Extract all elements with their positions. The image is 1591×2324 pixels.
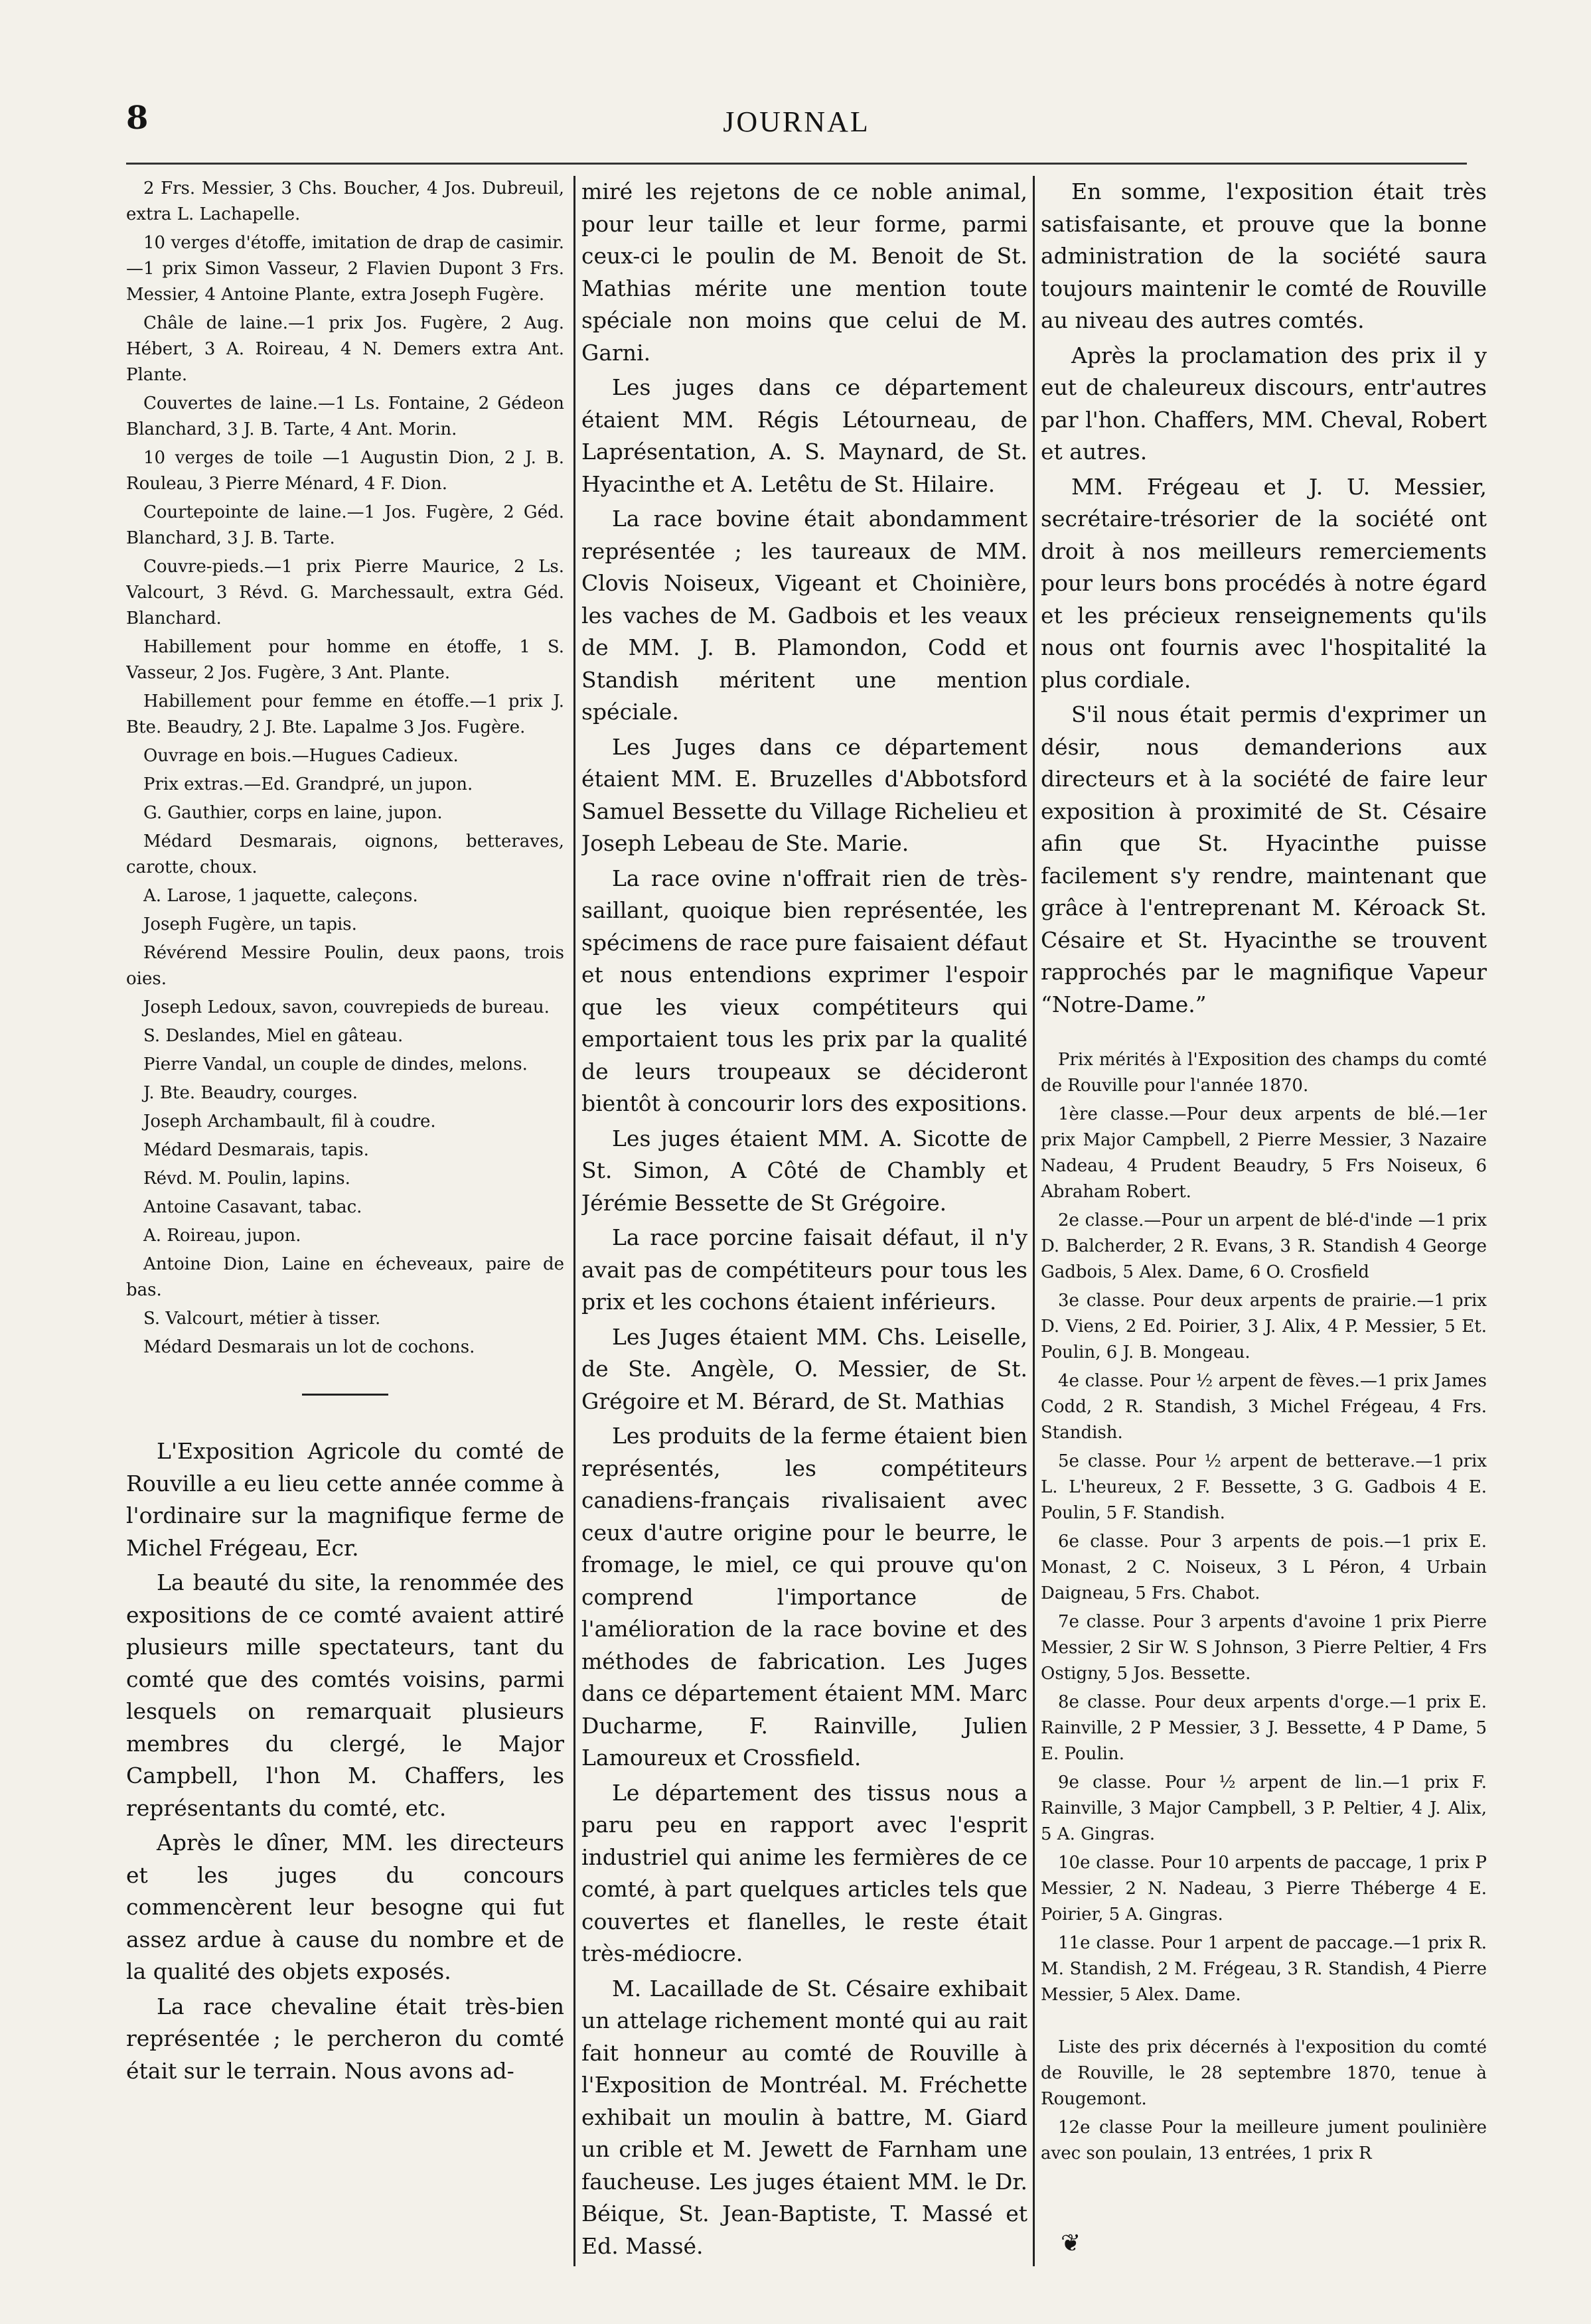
prize-line: 9e classe. Pour ½ arpent de lin.—1 prix F. Rainville, 3 Major Campbell, 3 P. Peltier, 4 J. Alix, 5 A. Gingras. xyxy=(1041,1773,1487,1844)
article-conclusion xyxy=(1041,176,1487,1021)
prize-line: Joseph Archambault, fil à coudre. xyxy=(143,1112,436,1131)
prize-line: Pierre Vandal, un couple de dindes, melons. xyxy=(143,1054,528,1074)
prize-line: S. Valcourt, métier à tisser. xyxy=(143,1309,381,1329)
prize-line: Habillement pour homme en étoffe, 1 S. Vasseur, 2 Jos. Fugère, 3 Ant. Plante. xyxy=(126,637,564,683)
prize-line: Châle de laine.—1 prix Jos. Fugère, 2 Aug. Hébert, 3 A. Roireau, 4 N. Demers extra Ant. Plante. xyxy=(126,313,564,385)
article-paragraph: Les juges dans ce département étaient MM. Régis Létourneau, de Laprésentation, A. S. Maynard, de St. Hyacinthe et A. Letêtu de St. Hilaire. xyxy=(581,374,1027,497)
prize-line: 3e classe. Pour deux arpents de prairie.—1 prix D. Viens, 2 Ed. Poirier, 3 J. Alix, 4 P. Messier, 5 Et. Poulin, 6 J. B. Mongeau. xyxy=(1041,1291,1487,1362)
article-paragraph: La race ovine n'offrait rien de très-saillant, quoique bien représentée, les spécimens de race pure faisaient défaut et nous entendions exprimer l'espoir que les vieux compétiteurs qui emportaient tous les prix par la qualité de leurs troupeaux se décideront bientôt à concourir lors des expositions. xyxy=(581,865,1027,1116)
column-left xyxy=(126,176,564,2090)
prize-line: 7e classe. Pour 3 arpents d'avoine 1 prix Pierre Messier, 2 Sir W. S Johnson, 3 Pierre Peltier, 4 Frs Ostigny, 5 Jos. Bessette. xyxy=(1041,1612,1487,1684)
prize-line: Antoine Casavant, tabac. xyxy=(143,1197,362,1217)
page-header xyxy=(126,100,1467,146)
prize-line: Médard Desmarais, oignons, betteraves, carotte, choux. xyxy=(126,832,564,877)
prize-line: Révérend Messire Poulin, deux paons, trois oies. xyxy=(126,943,564,989)
prize-line: Médard Desmarais, tapis. xyxy=(143,1140,369,1160)
prize-line: Joseph Ledoux, savon, couvrepieds de bureau. xyxy=(143,997,550,1017)
prize-line: Ouvrage en bois.—Hugues Cadieux. xyxy=(143,746,459,766)
prize-line: Médard Desmarais un lot de cochons. xyxy=(143,1337,475,1357)
prize-line: J. Bte. Beaudry, courges. xyxy=(143,1083,358,1103)
page-number: 8 xyxy=(126,100,149,137)
prize-line: 5e classe. Pour ½ arpent de betterave.—1 prix L. L'heureux, 2 F. Bessette, 3 G. Gadbois 4 E. Poulin, 5 F. Standish. xyxy=(1041,1451,1487,1523)
prize-line: Habillement pour femme en étoffe.—1 prix J. Bte. Beaudry, 2 J. Bte. Lapalme 3 Jos. Fugère. xyxy=(126,691,564,737)
prize-line: Courtepointe de laine.—1 Jos. Fugère, 2 Géd. Blanchard, 3 J. B. Tarte. xyxy=(126,502,564,548)
prize-line: 6e classe. Pour 3 arpents de pois.—1 prix E. Monast, 2 C. Noiseux, 3 L Péron, 4 Urbain Daigneau, 5 Frs. Chabot. xyxy=(1041,1532,1487,1603)
prize-line: 10 verges de toile —1 Augustin Dion, 2 J. B. Rouleau, 3 Pierre Ménard, 4 F. Dion. xyxy=(126,448,564,494)
article-paragraph: Les Juges dans ce département étaient MM. E. Bruzelles d'Abbotsford Samuel Bessette du Village Richelieu et Joseph Lebeau de Ste. Marie. xyxy=(581,733,1027,856)
article-paragraph: Les Juges étaient MM. Chs. Leiselle, de Ste. Angèle, O. Messier, de St. Grégoire et M. Bérard, de St. Mathias xyxy=(581,1323,1027,1414)
column-divider xyxy=(573,176,575,2266)
ornament-icon: ❦ xyxy=(1061,2230,1081,2257)
column-middle xyxy=(581,176,1027,2265)
article-paragraph: La beauté du site, la renommée des expositions de ce comté avaient attiré plusieurs mille spectateurs, tant du comté que des comtés voisins, parmi lesquels on remarquait plusieurs membres du clergé, le Major Campbell, l'hon M. Chaffers, les représentants du comté, etc. xyxy=(126,1569,564,1821)
prize-line: 12e classe Pour la meilleure jument poulinière avec son poulain, 13 entrées, 1 prix R xyxy=(1041,2118,1487,2163)
prize-line: 2e classe.—Pour un arpent de blé-d'inde —1 prix D. Balcherder, 2 R. Evans, 3 R. Standish 4 George Gadbois, 5 Alex. Dame, 6 O. Crosfield xyxy=(1041,1210,1487,1282)
prize-line: 10e classe. Pour 10 arpents de paccage, 1 prix P Messier, 2 N. Nadeau, 3 Pierre Théberge 4 E. Poirier, 5 A. Gingras. xyxy=(1041,1853,1487,1925)
article-paragraph: M. Lacaillade de St. Césaire exhibait un attelage richement monté qui au rait fait honneur au comté de Rouville à l'Exposition de Montréal. M. Fréchette exhibait un moulin à battre, M. Giard un crible et M. Jewett de Farnham une faucheuse. Les juges étaient MM. le Dr. Béique, St. Jean-Baptiste, T. Massé et Ed. Massé. xyxy=(581,1975,1027,2259)
article-paragraph: Les produits de la ferme étaient bien représentés, les compétiteurs canadiens-français rivalisaient avec ceux d'autre origine pour le beurre, le fromage, le miel, ce qui prouve qu'on comprend l'importance de l'amélioration de la race bovine et des méthodes de fabrication. Les Juges dans ce département étaient MM. Marc Ducharme, F. Rainville, Julien Lamoureux et Crossfield. xyxy=(581,1423,1027,1771)
article-paragraph: La race bovine était abondamment représentée ; les taureaux de MM. Clovis Noiseux, Vigeant et Choinière, les vaches de M. Gadbois et les veaux de MM. J. B. Plamondon, Codd et Standish méritent une mention spéciale. xyxy=(581,506,1027,725)
header-rule xyxy=(126,163,1467,165)
article-paragraph: Après le dîner, MM. les directeurs et les juges du concours commencèrent leur besogne qui fut assez ardue à cause du nombre et de la qualité des objets exposés. xyxy=(126,1830,564,1984)
article-paragraph: miré les rejetons de ce noble animal, pour leur taille et leur forme, parmi ceux-ci le poulin de M. Benoit de St. Mathias mérite une mention toute spéciale non moins que celui de M. Garni. xyxy=(581,179,1027,366)
article-paragraph: Les juges étaient MM. A. Sicotte de St. Simon, A Côté de Chambly et Jérémie Bessette de St Grégoire. xyxy=(581,1125,1027,1216)
prize-line: 4e classe. Pour ½ arpent de fèves.—1 prix James Codd, 2 R. Standish, 3 Michel Frégeau, 4 Frs. Standish. xyxy=(1041,1371,1487,1443)
prize-line: 2 Frs. Messier, 3 Chs. Boucher, 4 Jos. Dubreuil, extra L. Lachapelle. xyxy=(126,179,564,224)
running-title: JOURNAL xyxy=(723,106,870,138)
prize-line: Prix extras.—Ed. Grandpré, un jupon. xyxy=(143,774,473,794)
article-paragraph: L'Exposition Agricole du comté de Rouville a eu lieu cette année comme à l'ordinaire sur la magnifique ferme de Michel Frégeau, Ecr. xyxy=(126,1438,564,1561)
prize-line: Joseph Fugère, un tapis. xyxy=(143,914,357,934)
prize-line: Couvertes de laine.—1 Ls. Fontaine, 2 Gédeon Blanchard, 3 J. B. Tarte, 4 Ant. Morin. xyxy=(126,394,564,439)
prize-line: G. Gauthier, corps en laine, jupon. xyxy=(143,803,443,823)
article-paragraph: Après la proclamation des prix il y eut de chaleureux discours, entr'autres par l'hon. Chaffers, MM. Cheval, Robert et autres. xyxy=(1041,342,1487,465)
prize-list-tissus xyxy=(126,176,564,1360)
article-paragraph: MM. Frégeau et J. U. Messier, secrétaire-trésorier de la société ont droit à nos meilleurs remerciements pour leurs bons procédés à notre égard et les précieux renseignements qu'ils nous ont fournis avec l'hospitalité la plus cordiale. xyxy=(1041,473,1487,693)
article-exposition xyxy=(126,1435,564,2087)
prize-line: A. Roireau, jupon. xyxy=(143,1226,301,1246)
prize-line: 1ère classe.—Pour deux arpents de blé.—1er prix Major Campbell, 2 Pierre Messier, 3 Nazaire Nadeau, 4 Prudent Beaudry, 5 Frs Noiseux, 6 Abraham Robert. xyxy=(1041,1104,1487,1202)
prize-line: Antoine Dion, Laine en écheveaux, paire de bas. xyxy=(126,1254,564,1300)
article-continuation xyxy=(581,176,1027,2262)
prize-line: Révd. M. Poulin, lapins. xyxy=(143,1169,350,1189)
prize-list-animaux xyxy=(1041,2035,1487,2167)
prize-line: S. Deslandes, Miel en gâteau. xyxy=(143,1026,404,1046)
prize-line: 8e classe. Pour deux arpents d'orge.—1 prix E. Rainville, 2 P Messier, 3 J. Bessette, 4 P Dame, 5 E. Poulin. xyxy=(1041,1692,1487,1764)
prize-line: Couvre-pieds.—1 prix Pierre Maurice, 2 Ls. Valcourt, 3 Révd. G. Marchessault, extra Géd. Blanchard. xyxy=(126,557,564,628)
column-right xyxy=(1041,176,1487,2169)
prize-list-champs xyxy=(1041,1047,1487,2008)
prize-line: 10 verges d'étoffe, imitation de drap de casimir.—1 prix Simon Vasseur, 2 Flavien Dupont 3 Frs. Messier, 4 Antoine Plante, extra Joseph Fugère. xyxy=(126,233,564,305)
prize-line: A. Larose, 1 jaquette, caleçons. xyxy=(143,886,418,906)
column-divider xyxy=(1033,176,1035,2266)
article-paragraph: En somme, l'exposition était très satisfaisante, et prouve que la bonne administration de la société saura toujours maintenir le comté de Rouville au niveau des autres comtés. xyxy=(1041,179,1487,333)
list-heading: Liste des prix décernés à l'exposition du comté de Rouville, le 28 septembre 1870, tenue à Rougemont. xyxy=(1041,2037,1487,2109)
prize-heading: Prix mérités à l'Exposition des champs du comté de Rouville pour l'année 1870. xyxy=(1041,1050,1487,1096)
article-paragraph: Le département des tissus nous a paru peu en rapport avec l'esprit industriel qui anime les fermières de ce comté, à part quelques articles tels que couvertes et flanelles, le reste était très-médiocre. xyxy=(581,1779,1027,1966)
article-paragraph: S'il nous était permis d'exprimer un désir, nous demanderions aux directeurs et à la société de faire leur exposition à proximité de St. Césaire afin que St. Hyacinthe puisse facilement s'y rendre, maintenant que grâce à l'entreprenant M. Kéroack St. Césaire et St. Hyacinthe se trouvent rapprochés par le magnifique Vapeur “Notre-Dame.” xyxy=(1041,701,1487,1017)
prize-line: 11e classe. Pour 1 arpent de paccage.—1 prix R. M. Standish, 2 M. Frégeau, 3 R. Standish, 4 Pierre Messier, 5 Alex. Dame. xyxy=(1041,1933,1487,2005)
article-paragraph: La race porcine faisait défaut, il n'y avait pas de compétiteurs pour tous les prix et les cochons étaient inférieurs. xyxy=(581,1224,1027,1315)
section-divider xyxy=(302,1394,388,1396)
article-paragraph: La race chevaline était très-bien représentée ; le percheron du comté était sur le terrain. Nous avons ad- xyxy=(126,1993,564,2084)
